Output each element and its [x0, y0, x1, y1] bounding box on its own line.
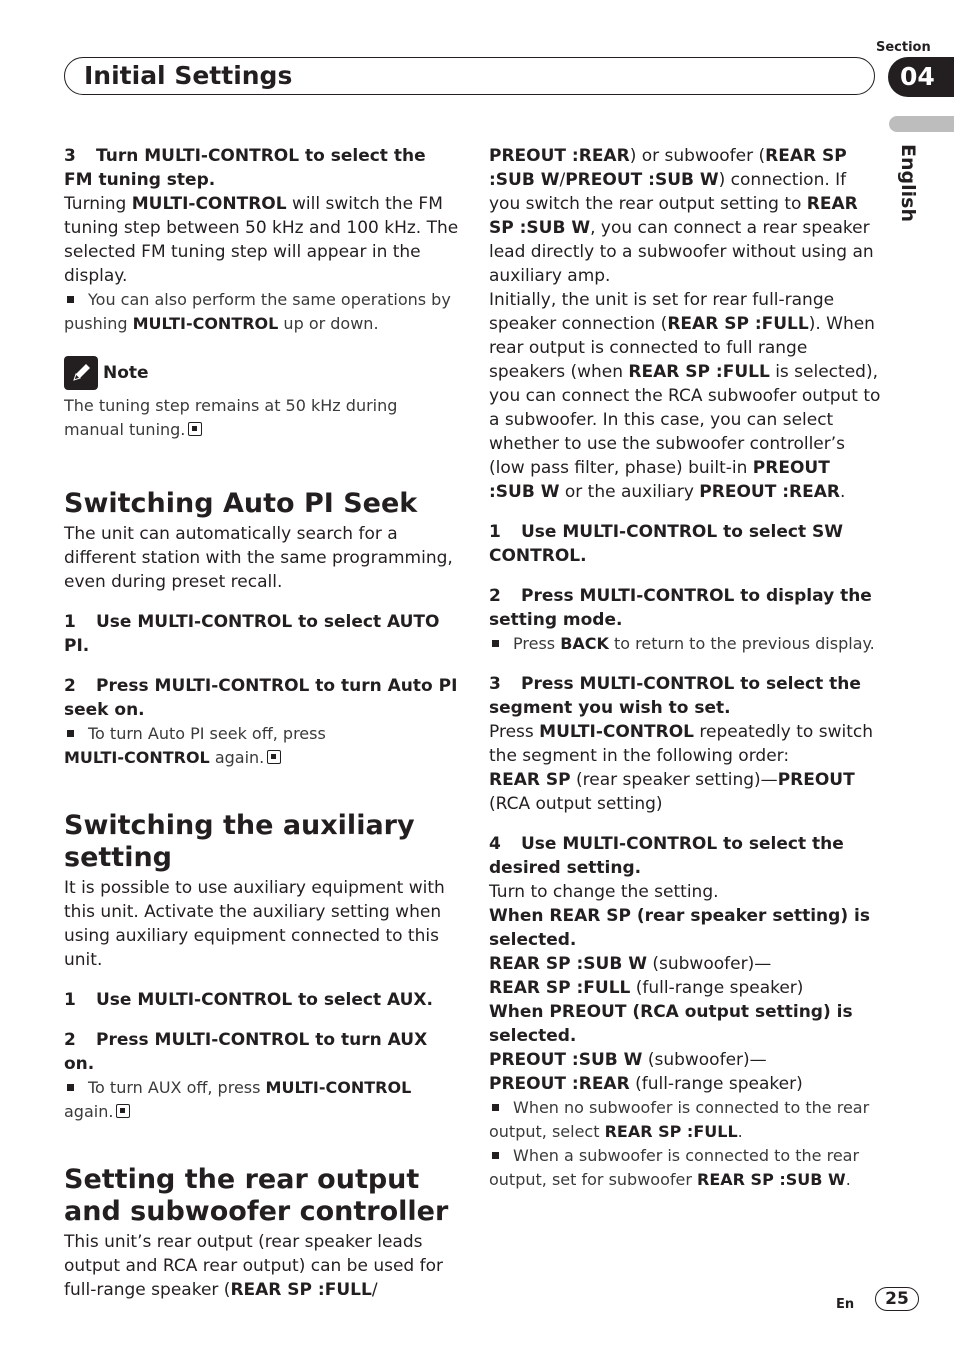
- text: (full-range speaker): [629, 1074, 803, 1094]
- text: Press: [513, 634, 561, 653]
- text: (subwoofer)—: [646, 954, 772, 974]
- text: .: [839, 482, 846, 502]
- section-number-badge: 04: [888, 57, 954, 97]
- setting-name: REAR SP :SUB W: [489, 194, 858, 238]
- step-heading-text: Press MULTI-CONTROL to turn Auto PI seek on.: [64, 676, 458, 720]
- paragraph: Turn to change the setting.: [489, 882, 719, 902]
- step-heading-text: Use MULTI-CONTROL to select SW CONTROL.: [489, 522, 843, 566]
- setting-name: REAR SP :FULL: [628, 362, 770, 382]
- text: ) connection. If you switch the rear output setting to: [489, 170, 847, 214]
- paragraph: The unit can automatically search for a different station with the same programming, even during preset recall.: [64, 524, 453, 592]
- section-heading: Setting the rear output and subwoofer controller: [64, 1164, 449, 1227]
- control-name: MULTI-CONTROL: [131, 194, 287, 214]
- setting-name: REAR SP :FULL: [230, 1280, 372, 1300]
- step-heading-text: Press MULTI-CONTROL to turn AUX on.: [64, 1030, 428, 1074]
- language-label: English: [897, 144, 919, 222]
- bullet-item: [64, 1076, 460, 1124]
- text: to return to the previous display.: [608, 634, 875, 653]
- step-heading: [64, 674, 460, 722]
- setting-name: PREOUT: [777, 770, 855, 790]
- step-heading: [64, 610, 460, 658]
- setting-name: REAR SP :SUB W: [489, 954, 647, 974]
- text: (full-range speaker): [630, 978, 804, 998]
- control-name: MULTI-CONTROL: [265, 1078, 412, 1097]
- step-heading-text: Press MULTI-CONTROL to select the segment you wish to set.: [489, 674, 861, 718]
- text: To turn Auto PI seek off, press: [88, 724, 326, 743]
- text: ) or subwoofer (: [629, 146, 766, 166]
- control-name: MULTI-CONTROL: [64, 748, 210, 767]
- text: To turn AUX off, press: [88, 1078, 266, 1097]
- subheading: When REAR SP (rear speaker setting) is selected.: [489, 906, 870, 950]
- step-number: 1: [64, 990, 76, 1010]
- note-label: Note: [103, 363, 149, 383]
- step-heading-text: Use MULTI-CONTROL to select the desired setting.: [489, 834, 844, 878]
- setting-name: PREOUT :REAR: [489, 146, 630, 166]
- paragraph: [489, 952, 881, 1000]
- text: /: [371, 1280, 378, 1300]
- bullet-item: [489, 1096, 881, 1144]
- bullet-square-icon: [492, 640, 499, 647]
- end-mark-icon: [188, 422, 202, 436]
- text: will switch the FM tuning step between 50 kHz and 100 kHz. The selected FM tuning step will appear in the display.: [64, 194, 459, 286]
- step-heading-text: Use MULTI-CONTROL to select AUX.: [96, 990, 433, 1010]
- step-number: 2: [489, 586, 501, 606]
- bullet-item: [64, 288, 460, 336]
- setting-name: PREOUT :SUB W: [489, 1050, 643, 1070]
- footer-language: En: [836, 1297, 855, 1312]
- step-number: 4: [489, 834, 501, 854]
- setting-name: PREOUT :SUB W: [565, 170, 719, 190]
- setting-name: REAR SP :FULL: [604, 1122, 738, 1141]
- control-name: MULTI-CONTROL: [132, 314, 279, 333]
- text: (subwoofer)—: [642, 1050, 767, 1070]
- setting-name: REAR SP :FULL: [667, 314, 809, 334]
- paragraph: [489, 720, 881, 768]
- text: , you can connect a rear speaker lead directly to a subwoofer without using an auxiliary amp.: [489, 218, 874, 286]
- paragraph: [64, 192, 460, 288]
- step-number: 2: [64, 676, 76, 696]
- section-heading: Switching the auxiliary setting: [64, 810, 415, 873]
- bullet-item: [64, 722, 460, 770]
- end-mark-icon: [116, 1104, 130, 1118]
- paragraph: [489, 1048, 881, 1096]
- text: When no subwoofer is connected to the rear output, select: [489, 1098, 870, 1141]
- paragraph: [489, 144, 881, 288]
- text: ). When rear output is connected to full range speakers (when: [489, 314, 875, 382]
- language-tab: [889, 116, 954, 132]
- text: Initially, the unit is set for rear full-range speaker connection (: [489, 290, 835, 334]
- step-number: 2: [64, 1030, 76, 1050]
- step-number: 1: [64, 612, 76, 632]
- text: repeatedly to switch the segment in the following order:: [489, 722, 873, 766]
- setting-name: REAR SP :SUB W: [697, 1170, 846, 1189]
- bullet-item: [489, 632, 881, 656]
- text: (rear speaker setting)—: [570, 770, 778, 790]
- end-mark-icon: [267, 750, 281, 764]
- paragraph: [489, 288, 881, 504]
- step-number: 3: [64, 146, 76, 166]
- button-name: BACK: [560, 634, 609, 653]
- setting-name: PREOUT :SUB W: [489, 458, 830, 502]
- note-pencil-icon: [64, 356, 98, 390]
- setting-name: REAR SP :FULL: [489, 978, 631, 998]
- right-column: [489, 144, 881, 1192]
- setting-name: PREOUT :REAR: [699, 482, 840, 502]
- bullet-square-icon: [67, 296, 74, 303]
- language-label-vertical: [889, 144, 929, 224]
- text: The tuning step remains at 50 kHz during manual tuning.: [64, 396, 398, 439]
- note-header: [64, 356, 460, 390]
- text: up or down.: [278, 314, 379, 333]
- setting-name: REAR SP :SUB W: [489, 146, 847, 190]
- text: You can also perform the same operations by pushing: [64, 290, 451, 333]
- step-heading: [489, 584, 881, 632]
- text: Turning: [64, 194, 132, 214]
- step-heading-text: Turn MULTI-CONTROL to select the FM tuning step.: [64, 146, 426, 190]
- text: .: [737, 1122, 743, 1141]
- bullet-square-icon: [67, 1084, 74, 1091]
- text: When a subwoofer is connected to the rear output, set for subwoofer: [489, 1146, 860, 1189]
- subheading: When PREOUT (RCA output setting) is selected.: [489, 1002, 853, 1046]
- bullet-square-icon: [67, 730, 74, 737]
- setting-name: REAR SP: [489, 770, 571, 790]
- step-heading: [64, 144, 460, 192]
- section-label: Section: [876, 40, 931, 55]
- step-number: 3: [489, 674, 501, 694]
- text: or the auxiliary: [559, 482, 700, 502]
- text: (RCA output setting): [489, 794, 663, 814]
- step-heading: [489, 520, 881, 568]
- paragraph: It is possible to use auxiliary equipment with this unit. Activate the auxiliary setting when using auxiliary equipment connected to this unit.: [64, 878, 445, 970]
- page-title: Initial Settings: [84, 61, 293, 90]
- setting-name: PREOUT :REAR: [489, 1074, 630, 1094]
- step-heading: [489, 672, 881, 720]
- bullet-item: [489, 1144, 881, 1192]
- text: Press: [489, 722, 540, 742]
- text: .: [845, 1170, 851, 1189]
- text: This unit’s rear output (rear speaker leads output and RCA rear output) can be used for full-range speaker (: [64, 1232, 443, 1300]
- page-number: 25: [875, 1287, 919, 1311]
- step-heading: [489, 832, 881, 880]
- section-heading: Switching Auto PI Seek: [64, 488, 418, 519]
- paragraph: [64, 1230, 460, 1302]
- step-heading-text: Press MULTI-CONTROL to display the setting mode.: [489, 586, 872, 630]
- left-column: [64, 144, 460, 1302]
- bullet-square-icon: [492, 1152, 499, 1159]
- text: again.: [209, 748, 265, 767]
- text: is selected), you can connect the RCA subwoofer output to a subwoofer. In this case, you can select whether to use the subwoofer controller’s (low pass filter, phase) built-in: [489, 362, 881, 478]
- paragraph: [489, 768, 881, 816]
- control-name: MULTI-CONTROL: [539, 722, 694, 742]
- step-heading: [64, 988, 460, 1012]
- step-number: 1: [489, 522, 501, 542]
- step-heading: [64, 1028, 460, 1076]
- text: again.: [64, 1102, 114, 1121]
- bullet-square-icon: [492, 1104, 499, 1111]
- text: /: [559, 170, 566, 190]
- note-text: [64, 394, 460, 442]
- step-heading-text: Use MULTI-CONTROL to select AUTO PI.: [64, 612, 440, 656]
